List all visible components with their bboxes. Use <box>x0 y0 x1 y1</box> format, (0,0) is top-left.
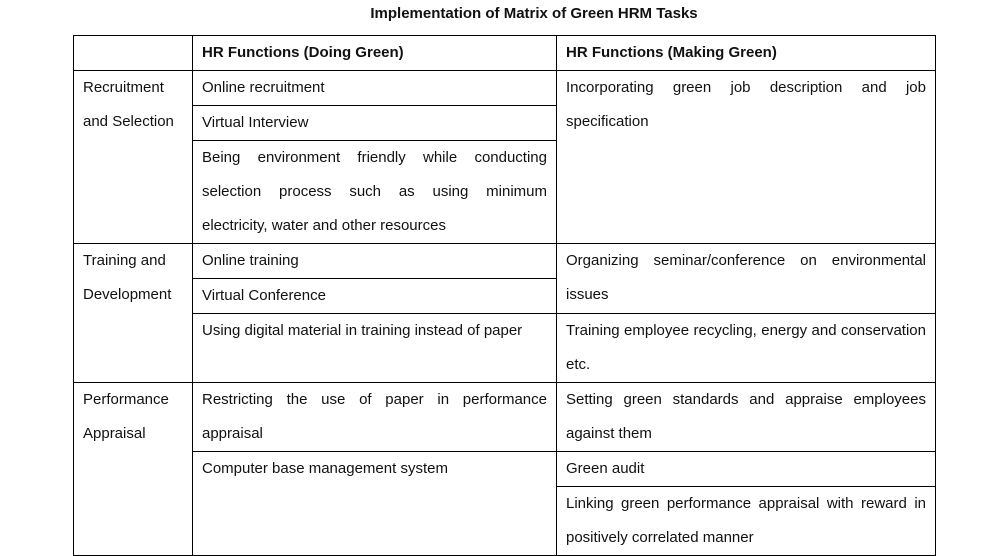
table-row <box>74 71 936 106</box>
section-label-line: Training and <box>83 252 166 269</box>
doing-green-cell: Virtual Conference <box>193 279 557 314</box>
table-row <box>74 452 936 487</box>
section-label-recruitment <box>74 71 193 244</box>
doing-green-cell: Virtual Interview <box>193 106 557 141</box>
doing-green-cell: Online training <box>193 244 557 279</box>
making-green-cell: Incorporating green job description and job specification <box>557 71 936 244</box>
making-green-cell: Linking green performance appraisal with reward in positively correlated manner <box>557 487 936 556</box>
table-row <box>74 244 936 279</box>
header-making-green: HR Functions (Making Green) <box>557 36 936 71</box>
section-label-line: Development <box>83 286 172 303</box>
doing-green-cell: Using digital material in training instead of paper <box>193 314 557 383</box>
header-empty-cell <box>74 36 193 71</box>
page-title: Implementation of Matrix of Green HRM Tasks <box>370 5 698 22</box>
doing-green-cell: Restricting the use of paper in performance appraisal <box>193 383 557 452</box>
section-label-training <box>74 244 193 383</box>
doing-green-cell: Computer base management system <box>193 452 557 556</box>
table-row <box>74 314 936 383</box>
making-green-cell: Organizing seminar/conference on environmental issues <box>557 244 936 314</box>
doing-green-cell: Being environment friendly while conducting selection process such as using minimum electricity, water and other resources <box>193 141 557 244</box>
section-label-appraisal <box>74 383 193 556</box>
section-label-line: Recruitment <box>83 79 164 96</box>
table-row <box>74 383 936 452</box>
making-green-cell: Training employee recycling, energy and conservation etc. <box>557 314 936 383</box>
green-hrm-matrix-table <box>73 35 936 556</box>
making-green-cell: Setting green standards and appraise employees against them <box>557 383 936 452</box>
section-label-line: and Selection <box>83 113 174 130</box>
section-label-line: Performance <box>83 391 169 408</box>
section-label-line: Appraisal <box>83 425 146 442</box>
header-row <box>74 36 936 71</box>
header-doing-green: HR Functions (Doing Green) <box>193 36 557 71</box>
doing-green-cell: Online recruitment <box>193 71 557 106</box>
making-green-cell: Green audit <box>557 452 936 487</box>
